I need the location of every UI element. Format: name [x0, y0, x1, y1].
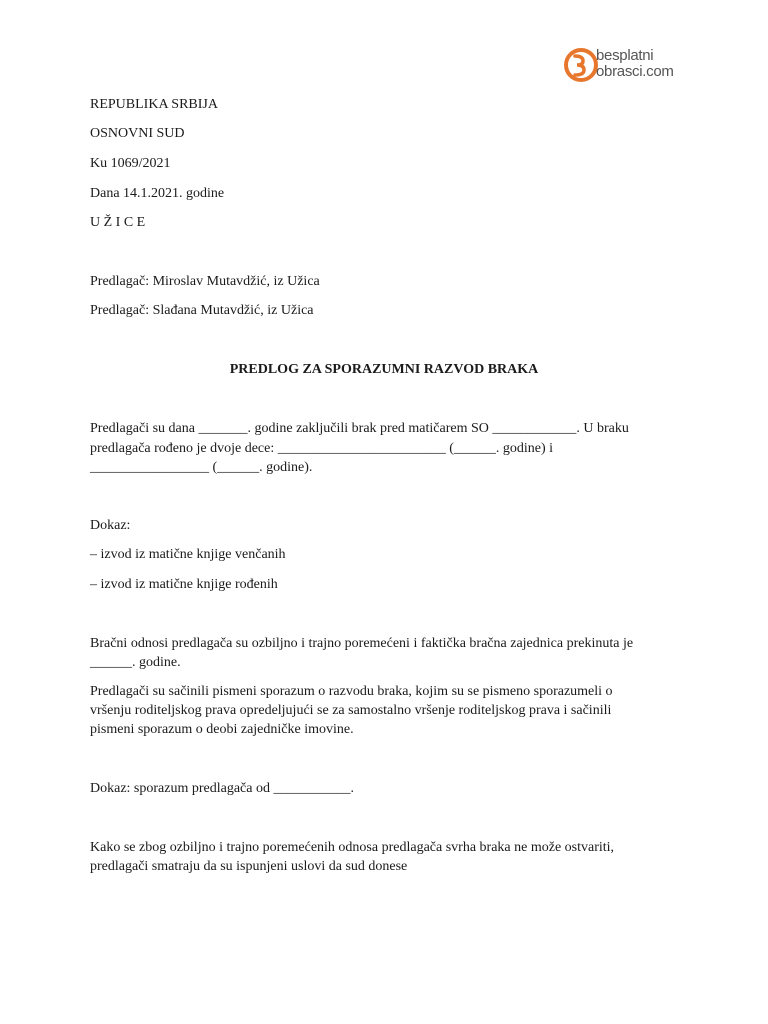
party-1: Predlagač: Miroslav Mutavdžić, iz Užica	[90, 274, 320, 289]
agreement-line-2: vršenju roditeljskog prava opredeljujući se za samostalno vršenje roditeljskog prava i sačinili	[90, 703, 612, 718]
evidence-item-2: – izvod iz matične knjige rođenih	[90, 577, 278, 592]
conclusion-line-1: Kako se zbog ozbiljno i trajno poremećenih odnosa predlagača svrha braka ne može ostvariti,	[90, 840, 615, 855]
conclusion-line-2: predlagači smatraju da su ispunjeni uslovi da sud donese	[90, 859, 408, 874]
relations-line-2: ______. godine.	[90, 655, 181, 670]
agreement-line-1: Predlagači su sačinili pismeni sporazum o razvodu braka, kojim su se pismeno sporazumeli o	[90, 684, 613, 699]
marriage-line-1: Predlagači su dana _______. godine zaključili brak pred matičarem SO ____________. U braku	[90, 421, 629, 436]
evidence-agreement: Dokaz: sporazum predlagača od ___________.	[90, 781, 354, 796]
logo-line-2: obrasci.com	[596, 63, 674, 80]
header-court: OSNOVNI SUD	[90, 126, 185, 141]
marriage-line-2: predlagača rođeno je dvoje dece: ________________________ (______. godine) i	[90, 441, 554, 456]
site-logo	[564, 44, 694, 88]
agreement-line-3: pismeni sporazum o deobi zajedničke imovine.	[90, 722, 354, 737]
evidence-item-1: – izvod iz matične knjige venčanih	[90, 547, 286, 562]
header-date: Dana 14.1.2021. godine	[90, 186, 225, 201]
relations-line-1: Bračni odnosi predlagača su ozbiljno i trajno poremećeni i faktička bračna zajednica prekinuta je	[90, 636, 634, 651]
header-city: U Ž I C E	[90, 215, 146, 230]
logo-line-1: besplatni	[596, 47, 654, 64]
logo-text	[596, 48, 674, 80]
header-country: REPUBLIKA SRBIJA	[90, 97, 218, 112]
party-2: Predlagač: Slađana Mutavdžić, iz Užica	[90, 303, 314, 318]
logo-emblem-icon	[564, 44, 598, 84]
document-title: PREDLOG ZA SPORAZUMNI RAZVOD BRAKA	[229, 362, 539, 377]
marriage-line-3: _________________ (______. godine).	[90, 460, 313, 475]
evidence-label: Dokaz:	[90, 518, 131, 533]
header-case-number: Ku 1069/2021	[90, 156, 171, 171]
